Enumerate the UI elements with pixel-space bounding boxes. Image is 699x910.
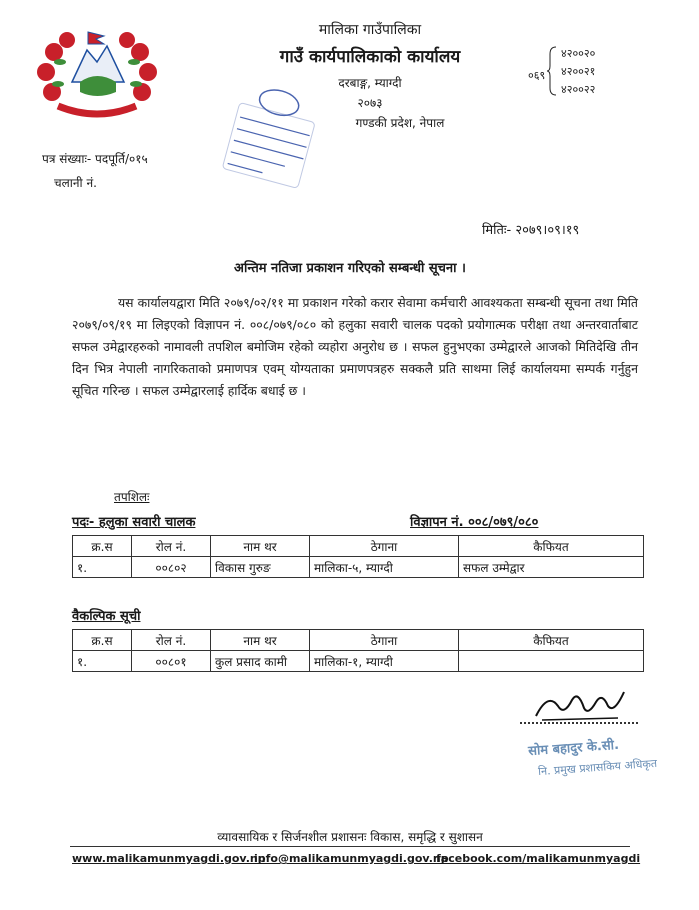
advertisement-number: विज्ञापन नं. ००८/०७९/०८० [410,515,539,530]
handwritten-signature [528,682,633,727]
cell-remark [459,651,644,672]
cell-roll: ००८०२ [132,557,211,578]
notice-subject: अन्तिम नतिजा प्रकाशन गरिएको सम्बन्धी सूचना । [234,261,466,276]
notice-date: मितिः- २०७९।०९।१९ [482,223,580,238]
municipality-name: मालिका गाउँपालिका [318,22,422,38]
website-link[interactable]: www.malikamunmyagdi.gov.np [72,852,266,865]
cell-sn: १. [73,557,132,578]
column-header: कैफियत [459,536,644,557]
alternate-candidates-table [72,629,644,672]
phone-number: ४२००२२ [561,83,596,96]
cell-name: कुल प्रसाद कामी [211,651,310,672]
column-header: नाम थर [211,536,310,557]
footer-divider [70,846,630,847]
cell-roll: ००८०१ [132,651,211,672]
phone-numbers [547,46,607,100]
cell-name: विकास गुरुङ [211,557,310,578]
cell-address: मालिका-१, म्याग्दी [310,651,459,672]
phone-area-code: ०६९ [528,69,546,82]
table-header-row [73,630,644,651]
brace-icon [547,46,557,96]
details-heading: तपशिलः [114,490,150,504]
column-header: क्र.स [73,630,132,651]
post-label: पदः- हलुका सवारी चालक [72,515,196,530]
established-year: २०७३ [357,96,383,110]
email-link[interactable]: info@malikamunmyagdi.gov.np [254,852,449,865]
notice-body: यस कार्यालयद्वारा मिति २०७९/०२/११ मा प्रकाशन गरेको करार सेवामा कर्मचारी आवश्यकता सम्बन्धी सूचना तथा मिति २०७९/०९/१९ मा लिइएको विज्ञापन नं. ००८/०७९/०८० को हलुका सवारी चालक पदको प्रयोगात्मक परीक्षा तथा अन्तरवार्ताबाट सफल उमेद्वारहरुको नामावली तपशिल बमोजिम रहेको व्यहोरा अनुरोध छ । सफल हुनुभएका उम्मेद्वारले आजको मितिदेखि तीन दिन भित्र नेपाली नागरिकताको प्रमाणपत्र एवम् योग्यताका प्रमाणपत्रहरु सक्कलै प्रति साथमा लिई कार्यालयमा सम्पर्क गर्नुहुन सूचित गरिन्छ । सफल उम्मेद्वारलाई हार्दिक बधाई छ । [72,295,638,398]
selected-candidates-table [72,535,644,578]
signature-line [520,722,638,724]
table-header-row [73,536,644,557]
letter-number: पत्र संख्याः- पदपूर्ति/०१५ [42,152,148,166]
signatory-name: सोम बहादुर के.सी. [527,737,620,760]
column-header: रोल नं. [132,536,211,557]
phone-number: ४२००२० [561,47,596,60]
table-row [73,557,644,578]
facebook-link[interactable]: facebook.com/malikamunmyagdi [436,852,641,865]
table-row [73,651,644,672]
column-header: रोल नं. [132,630,211,651]
office-stamp [222,82,322,192]
column-header: ठेगाना [310,536,459,557]
dispatch-number: चलानी नं. [54,176,97,190]
cell-address: मालिका-५, म्याग्दी [310,557,459,578]
province-name: गण्डकी प्रदेश, नेपाल [355,116,445,130]
column-header: ठेगाना [310,630,459,651]
cell-sn: १. [73,651,132,672]
cell-remark: सफल उम्मेद्वार [459,557,644,578]
alternate-list-title: वैकल्पिक सूची [72,609,141,624]
nepal-emblem-logo [32,22,162,122]
column-header: नाम थर [211,630,310,651]
phone-number: ४२००२१ [561,65,596,78]
footer-motto: व्यावसायिक र सिर्जनशील प्रशासनः विकास, समृद्धि र सुशासन [217,830,483,844]
office-name: गाउँ कार्यपालिकाको कार्यालय [279,47,461,67]
office-address: दरबाङ्ग, म्याग्दी [338,76,402,90]
column-header: कैफियत [459,630,644,651]
signatory-title: नि. प्रमुख प्रशासकिय अधिकृत [537,756,658,779]
column-header: क्र.स [73,536,132,557]
